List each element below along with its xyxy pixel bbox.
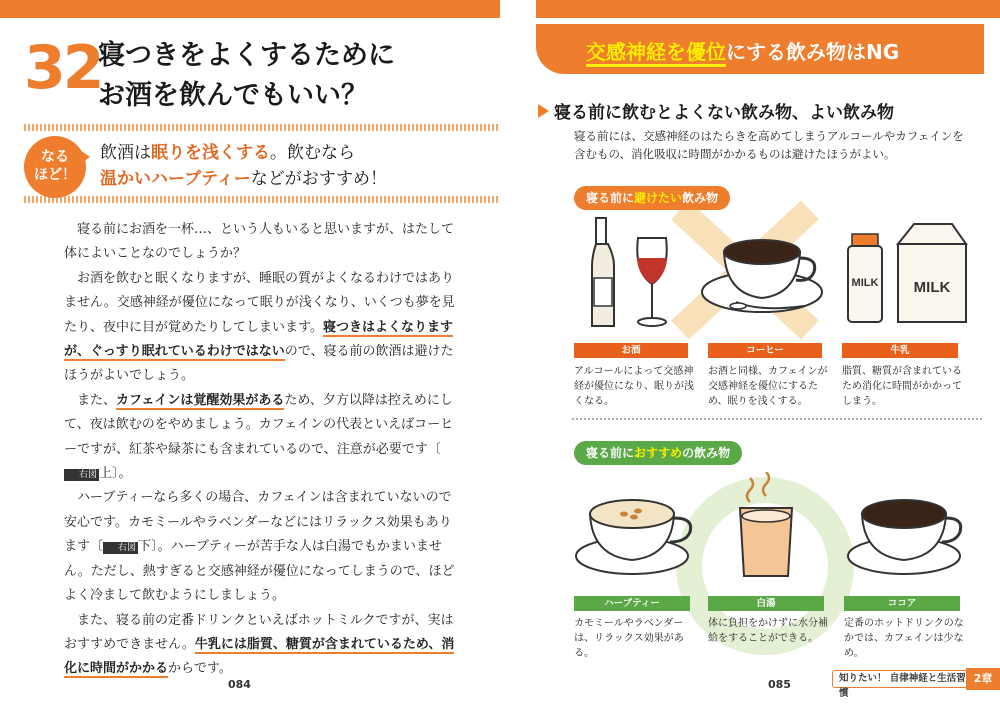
p4-text-b: 。ハーブティーが苦手な人は白湯でもかまいません。ただし、熱すぎると交感神経が優位になってしまうので、ほどよく冷まして飲むようにしましょう。 bbox=[64, 539, 455, 604]
recommend-pill-c: の飲み物 bbox=[682, 446, 731, 460]
paragraph-5 bbox=[64, 609, 456, 682]
lead-highlight-1: 眠りを浅くする bbox=[151, 143, 270, 163]
avoid-pill-a: 寝る前に bbox=[586, 191, 635, 205]
recommend-pill-highlight: おすすめ bbox=[634, 446, 683, 460]
paragraph-4: ハーブティーなら多くの場合、カフェインは含まれていないので安心です。カモミールやラベンダーなどにはリラックス効果もあります〔 右図 下〕。ハーブティーが苦手な人は白湯でもかまいません。ただし、熱すぎると交感神経が優位になってしまうので、ほどよく冷まして飲むようにしましょう。 bbox=[64, 490, 455, 604]
milk-carton-label: MILK bbox=[913, 279, 951, 296]
paragraph-1: 寝る前にお酒を一杯…、という人もいると思いますが、はたして体によいことなのでしょうか？ bbox=[64, 222, 455, 262]
title-line-1: 寝つきをよくするために bbox=[98, 40, 395, 71]
right-page bbox=[500, 0, 1000, 712]
coffee-icon bbox=[700, 228, 830, 328]
title-line-2: お酒を飲んでもいい？ bbox=[98, 80, 368, 111]
p4-text-a: ハーブティーなら多くの場合、カフェインは含まれていないので安心です。カモミールやラベンダーなどにはリラックス効果もあります bbox=[64, 490, 452, 555]
lead-text-1: 飲酒は bbox=[100, 143, 151, 163]
recommend-desc-herb-tea: カモミールやラベンダーは、リラックス効果がある。 bbox=[574, 618, 684, 659]
avoid-drinks-pill bbox=[574, 186, 730, 210]
avoid-label-milk: 牛乳 bbox=[842, 343, 958, 358]
top-bar bbox=[0, 0, 500, 18]
p2-underline: 寝つきはよくなりますが、ぐっすり眠れているわけではない bbox=[64, 319, 453, 360]
p2-text-a: お酒を飲むと眠くなりますが、睡眠の質がよくなるわけではありません。交感神経が優位になって眠りが浅くなり、いくつも夢を見たり、夜中に目が覚めたりしてしまいます。 bbox=[64, 270, 455, 335]
lead-text bbox=[100, 140, 387, 192]
section-number: 32 bbox=[24, 33, 102, 103]
cocoa-icon bbox=[846, 492, 976, 582]
badge-tail bbox=[80, 150, 90, 164]
lead-text-3: などがおすすめ！ bbox=[250, 169, 387, 189]
naruhodo-badge bbox=[24, 136, 86, 198]
recommend-desc-hot-water: 体に負担をかけずに水分補給をすることができる。 bbox=[708, 618, 828, 644]
recommend-pill-a: 寝る前に bbox=[586, 446, 635, 460]
header-highlight: 交感神経を優位 bbox=[586, 40, 726, 67]
hot-water-icon bbox=[726, 472, 806, 582]
p2-text-c: ので、寝る前の飲酒は避けたほうがよいでしょう。 bbox=[64, 344, 454, 384]
p3-text-d: 。 bbox=[118, 466, 132, 482]
figure-ref-badge: 右図 bbox=[103, 542, 138, 554]
herb-tea-icon bbox=[574, 492, 704, 582]
figure-ref-position: 上 bbox=[99, 466, 113, 482]
body-text bbox=[64, 218, 456, 682]
avoid-label-alcohol: お酒 bbox=[574, 343, 688, 358]
figure-ref-badge: 右図 bbox=[64, 469, 99, 481]
recommend-label-cocoa: ココア bbox=[844, 596, 960, 611]
badge-line-2: ほど！ bbox=[34, 167, 76, 183]
recommend-label-hot-water: 白湯 bbox=[708, 596, 824, 611]
recommend-drinks-pill bbox=[574, 441, 742, 465]
avoid-pill-c: 飲み物 bbox=[682, 191, 719, 205]
footer-chapter-number: 2章 bbox=[966, 668, 1000, 690]
avoid-label-coffee: コーヒー bbox=[708, 343, 822, 358]
section-description: 寝る前には、交感神経のはたらきを高めてしまうアルコールやカフェインを含むもの、消化吸収に時間がかかるものは避けたほうがよい。 bbox=[574, 129, 964, 161]
p3-text-c: ため、夕方以降は控えめにして、夜は飲むのをやめましょう。カフェインの代表といえばコーヒーですが、紅茶や緑茶にも含まれているので、注意が必要です bbox=[64, 392, 454, 457]
lead-text-2: 。飲むなら bbox=[270, 143, 355, 163]
p3-text-a: また、 bbox=[77, 392, 117, 408]
avoid-desc-alcohol: アルコールによって交感神経が優位になり、眠りが浅くなる。 bbox=[574, 366, 694, 407]
recommend-desc-cocoa: 定番のホットドリンクのなかでは、カフェインは少なめ。 bbox=[844, 618, 964, 659]
page-title bbox=[98, 36, 395, 116]
header-rest: にする飲み物はNG bbox=[726, 40, 900, 64]
divider-stripes-top bbox=[24, 124, 500, 131]
page-number-right: 085 bbox=[768, 678, 791, 691]
paragraph-2 bbox=[64, 267, 456, 389]
lead-highlight-2: 温かいハーブティー bbox=[100, 169, 251, 189]
badge-line-1: なる bbox=[41, 149, 69, 165]
p3-underline: カフェインは覚醒効果がある bbox=[116, 392, 285, 408]
wine-icon bbox=[590, 214, 680, 334]
divider-stripes-bottom bbox=[24, 196, 500, 203]
avoid-pill-highlight: 避けたい bbox=[634, 191, 683, 205]
p5-text-c: からです。 bbox=[168, 661, 232, 677]
section-title: 寝る前に飲むとよくない飲み物、よい飲み物 bbox=[554, 103, 894, 123]
p5-underline: 牛乳には脂質、糖質が含まれているため、消化に時間がかかる bbox=[64, 636, 455, 677]
footer-chapter-label: 知りたい！ 自律神経と生活習慣 bbox=[832, 670, 968, 688]
figure-ref-position: 下 bbox=[138, 539, 152, 555]
avoid-desc-milk: 脂質、糖質が含まれているため消化に時間がかかってしまう。 bbox=[842, 366, 962, 407]
divider-dotted bbox=[572, 418, 982, 420]
paragraph-3: また、カフェインは覚醒効果があるため、夕方以降は控えめにして、夜は飲むのをやめましょう。カフェインの代表といえばコーヒーですが、紅茶や緑茶にも含まれているので、注意が必要です〔右図 上〕。 bbox=[64, 392, 454, 482]
avoid-desc-coffee: お酒と同様、カフェインが交感神経を優位にするため、眠りを浅くする。 bbox=[708, 366, 828, 407]
p5-text-a: また、寝る前の定番ドリンクといえばホットミルクですが、実はおすすめできません。 bbox=[64, 612, 454, 652]
page-number-left: 084 bbox=[228, 678, 251, 691]
milk-icon bbox=[842, 214, 972, 334]
milk-bottle-label: MILK bbox=[851, 277, 879, 289]
recommend-label-herb-tea: ハーブティー bbox=[574, 596, 690, 611]
